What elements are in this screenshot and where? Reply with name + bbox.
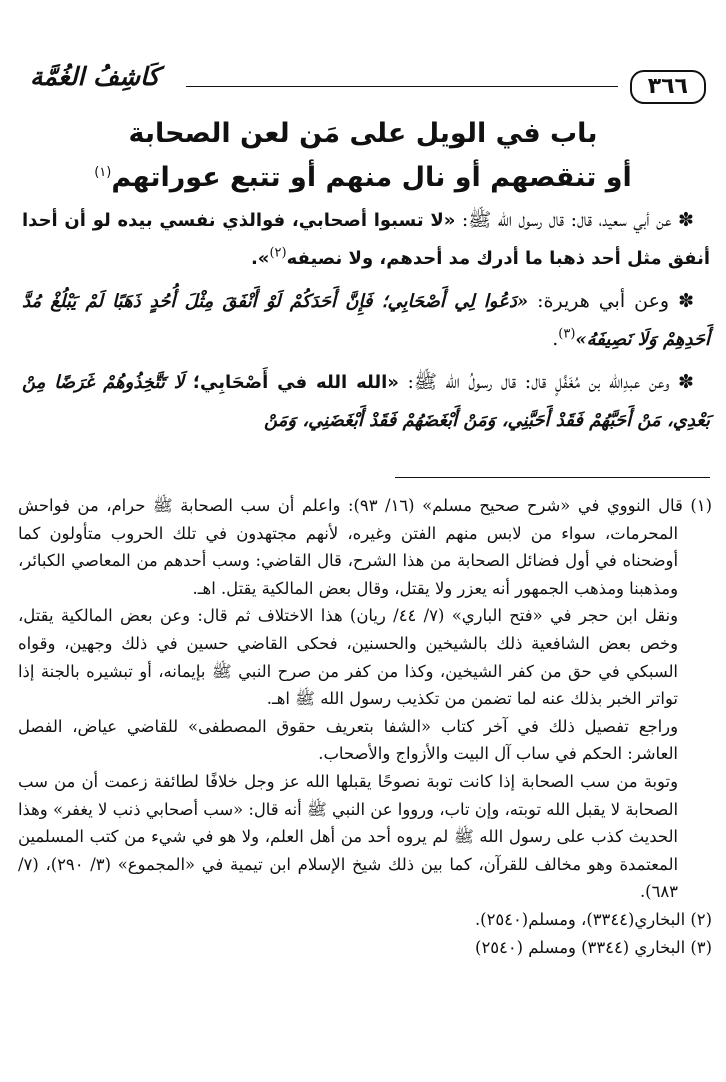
hadith-1-footnote-ref: (٢): [269, 245, 287, 261]
book-title: كَاشِفُ الغُمَّة: [30, 62, 160, 91]
hadith-3-quote-head: «الله الله في أَصْحَابِي؛: [183, 372, 399, 393]
footnote-1-para-1: [18, 492, 712, 602]
hadith-3-quote: لَا تَتَّخِذُوهُمْ غَرَضًا مِنْ بَعْدِي، مَنْ أَحَبَّهُمْ فَقَدْ أَحَبَّنِي، وَمَنْ أَبْغَضَهُمْ فَقَدْ أَبْغَضَنِي، وَمَنْ: [22, 372, 710, 431]
footnote-1-para-4: وتوبة من سب الصحابة إذا كانت توبة نصوحًا يقبلها الله عز وجل خلافًا لطائفة زعمت أن من سب الصحابة لا يقبل الله توبته، وإن تاب، ورووا عن النبي ﷺ أنه قال: «سب أصحابي ذنب لا يغفر» وهذا الحديث كذب على رسول الله ﷺ لم يروه أحد من أهل العلم، ولا هو في شيء من كتب المسلمين المعتمدة وهو مخالف للقرآن، كما بين ذلك شيخ الإسلام ابن تيمية في «المجموع» (٣/ ٢٩٠)، (٧/ ٦٨٣).: [18, 771, 678, 902]
footnote-separator: [395, 477, 710, 478]
hadith-2-quote: «دَعُوا لِي أَصْحَابِي؛ فَإِنَّ أَحَدَكُمْ لَوْ أَنْفَقَ مِثْلَ أُحُدٍ ذَهَبًا لَمْ يَبْلُغْ مُدَّ أَحَدِهِمْ وَلَا نَصِيفَهُ»: [22, 291, 710, 350]
hadith-paragraph-1: [22, 202, 710, 277]
hadith-1-end: ».: [250, 247, 270, 269]
hadith-2-footnote-ref: (٣): [558, 326, 576, 342]
hadith-paragraph-2: [22, 283, 710, 358]
header-rule: [186, 86, 618, 87]
hadith-paragraph-3: [22, 364, 710, 439]
footnote-3: (٣) البخاري (٣٣٤٤) ومسلم (٢٥٤٠): [475, 937, 712, 957]
hadith-1-quote: «لا تسبوا أصحابي، فوالذي نفسي بيده لو أن أحدا أنفق مثل أحد ذهبا ما أدرك مد أحدهم، ولا نصيفه: [22, 210, 710, 269]
hadith-1-intro: ✽ عن أبي سعيد، قال: قال رسول الله ﷺ:: [455, 209, 694, 231]
footnote-1-text-1: قال النووي في «شرح صحيح مسلم» (١٦/ ٩٣): واعلم أن سب الصحابة ﷺ حرام، من فواحش المحرمات، سواء من لابس منهم الفتن وغيره، لأنهم مجتهدون في تلك الحروب متأولون كما أوضحناه في أول فضائل الصحابة من هذا الشرح، قال القاضي: وسب أحدهم من المعاصي الكبائر، ومذهبنا ومذهب الجمهور أنه يعزر ولا يقتل، وقال بعض المالكية يقتل. اهـ.: [18, 496, 683, 598]
page-number: ٣٦٦: [630, 70, 706, 104]
footnote-2: (٢) البخاري(٣٣٤٤)، ومسلم(٢٥٤٠).: [474, 909, 712, 929]
page-header: [16, 62, 710, 108]
chapter-footnote-ref: (١): [94, 165, 112, 180]
footnote-1-marker: (١): [690, 496, 712, 515]
footnote-1-para-2: ونقل ابن حجر في «فتح الباري» (٧/ ٤٤/ ريان) هذا الاختلاف ثم قال: وعن بعض المالكية يقتل، وخص بعض الشافعية ذلك بالشيخين والحسنين، فحكى القاضي حسين في ذلك وجهين، وقواه السبكي في حق من كفر الشيخين، وكذا من كفر من صرح النبي ﷺ بإيمانه، أو تبشيره بالجنة إذا تواتر الخبر بذلك عنه لما تضمن من تكذيب رسول الله ﷺ اهـ.: [18, 606, 679, 709]
chapter-title-line2-text: أو تنقصهم أو نال منهم أو تتبع عوراتهم: [111, 162, 632, 193]
footnotes: [18, 492, 712, 961]
main-text: [22, 202, 710, 445]
hadith-2-intro: ✽ وعن أبي هريرة:: [528, 290, 694, 312]
hadith-3-intro: ✽ وعن عبدِالله بن مُغَفَّلٍ قال: قال رسولُ الله ﷺ:: [398, 371, 694, 393]
chapter-title-line1: باب في الويل على مَن لعن الصحابة: [128, 118, 598, 149]
chapter-title-line2: [30, 156, 696, 200]
footnote-1-para-3: وراجع تفصيل ذلك في آخر كتاب «الشفا بتعريف حقوق المصطفى» للقاضي عياض، الفصل العاشر: الحكم في ساب آل البيت والأزواج والأصحاب.: [18, 716, 678, 764]
hadith-2-end: .: [552, 327, 559, 350]
chapter-title: [30, 112, 696, 200]
